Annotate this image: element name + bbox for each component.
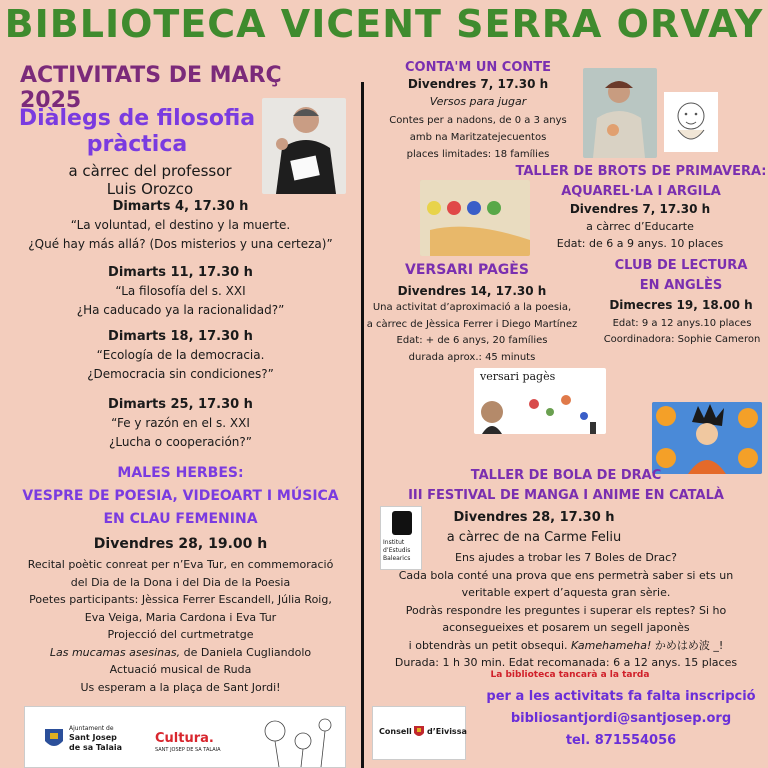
versari-title: VERSARI PAGÈS (405, 262, 529, 278)
brots-date: Divendres 7, 17.30 h (569, 202, 711, 216)
session-line: “La voluntad, el destino y la muerte. (70, 218, 291, 232)
session-line: ¿Ha caducado ya la racionalidad?” (76, 303, 285, 317)
sponsor-logos (24, 706, 346, 768)
club-title-1: CLUB DE LECTURA (614, 258, 748, 273)
session-line: “Fe y razón en el s. XXI (111, 416, 250, 430)
registration-note: per a les activitats fa falta inscripció (486, 689, 756, 704)
males-line: Us esperam a la plaça de Sant Jordi! (80, 680, 281, 694)
males-line: Poetes participants: Jèssica Ferrer Escandell, Júlia Roig, (29, 593, 332, 606)
registration-footer (476, 686, 766, 752)
brots-title-2: AQUAREL·LA I ARGILA (561, 184, 721, 199)
males-herbes-heading (0, 462, 361, 531)
drac-duration: Durada: 1 h 30 min. Edat recomanada: 6 a 12 anys. 15 places (394, 656, 738, 669)
drac-line-6-c: かめはめ波 _! (651, 638, 724, 652)
ajuntament-small-label: Ajuntament de (69, 725, 114, 732)
dandelion-illustration-icon (255, 711, 341, 767)
ajuntament-label-2: de sa Talaia (69, 743, 122, 752)
dragon-ball-image (652, 402, 762, 474)
drac-line: Podràs respondre les preguntes i superar els reptes? Si ho (405, 603, 727, 617)
versari-line: durada aprox.: 45 minuts (408, 351, 536, 363)
drac-title-2: III FESTIVAL DE MANGA I ANIME EN CATALÀ (408, 488, 724, 503)
watercolor-photo (420, 180, 530, 256)
film-director: de Daniela Cugliandolo (180, 645, 312, 659)
session-line: “Ecología de la democracia. (96, 348, 265, 362)
males-heading-1: MALES HERBES: (117, 465, 244, 481)
page-subtitle: ACTIVITATS DE MARÇ 2025 (20, 63, 282, 113)
club-date: Dimecres 19, 18.00 h (609, 298, 753, 312)
males-line: del Dia de la Dona i del Dia de la Poesia (70, 575, 291, 589)
brots-title (514, 162, 768, 202)
club-body (596, 316, 768, 348)
males-line: Projecció del curtmetratge (107, 628, 254, 641)
males-heading-3: EN CLAU FEMENINA (103, 511, 258, 527)
club-line: Edat: 9 a 12 anys.10 places (612, 318, 752, 329)
versari-line: a càrrec de Jèssica Ferrer i Diego Martínez (366, 318, 578, 330)
dialegs-speaker-line1: a càrrec del professor (68, 162, 232, 180)
males-line: Recital poètic conreat per n’Eva Tur, en commemoració (27, 558, 334, 571)
drac-line: Cada bola conté una prova que ens permetrà saber si ets un (398, 568, 734, 582)
session-line: ¿Democracia sin condiciones?” (87, 367, 274, 381)
page-title: BIBLIOTECA VICENT SERRA ORVAY (4, 2, 764, 46)
males-line: Actuació musical de Ruda (109, 663, 252, 676)
drac-line-6 (364, 637, 768, 655)
males-heading-2: VESPRE DE POESIA, VIDEOART I MÚSICA (22, 488, 339, 504)
professor-photo (262, 98, 346, 194)
dialegs-speaker (40, 162, 260, 198)
iee-logo-text: Balearics (383, 555, 411, 562)
males-body (0, 556, 361, 696)
versari-line: Una activitat d’aproximació a la poesia, (372, 302, 572, 313)
closing-notice: La biblioteca tancarà a la tarda (490, 670, 650, 680)
drac-line: Ens ajudes a trobar les 7 Boles de Drac? (455, 551, 677, 564)
iee-logo-text: Institut (383, 539, 405, 546)
club-title-2: EN ANGLÈS (639, 278, 723, 293)
session-date: Dimarts 25, 17.30 h (108, 397, 253, 412)
versari-image (474, 368, 606, 434)
versari-body (352, 300, 592, 366)
session-line: ¿Lucha o cooperación?” (108, 435, 252, 449)
dialegs-title-line1: Diàlegs de filosofia (18, 106, 256, 131)
consell-label: Consell (379, 727, 412, 736)
consell-logo (372, 706, 466, 760)
session-line: “La filosofía del s. XXI (115, 284, 246, 298)
drac-title-1: TALLER DE BOLA DE DRAC (470, 468, 662, 483)
baby-illustration (664, 92, 718, 152)
brots-title-1: TALLER DE BROTS DE PRIMAVERA: (515, 164, 767, 179)
drac-body (364, 549, 768, 672)
conte-title: CONTA'M UN CONTE (404, 60, 551, 75)
drac-date: Divendres 28, 17.30 h (453, 510, 615, 525)
ajuntament-crest-icon (43, 727, 65, 751)
registration-email[interactable]: bibliosantjordi@santjosep.org (510, 711, 732, 726)
conte-body (372, 112, 584, 163)
dialegs-title-line2: pràctica (86, 132, 188, 157)
club-line: Coordinadora: Sophie Cameron (603, 334, 761, 345)
brots-by: a càrrec d’Educarte (586, 220, 694, 233)
session-line: ¿Qué hay más allá? (Dos misterios y una certeza)” (28, 237, 333, 251)
cultura-logo-text: Cultura. (155, 731, 214, 746)
males-line: Eva Veiga, Maria Cardona i Eva Tur (84, 610, 277, 624)
cultura-logo-sub: SANT JOSEP DE SA TALAIA (155, 747, 221, 753)
film-title: Las mucamas asesinas, (49, 645, 181, 659)
ajuntament-label: Sant Josep (69, 733, 117, 742)
session-date: Dimarts 4, 17.30 h (112, 199, 249, 214)
storyteller-photo (583, 68, 657, 158)
drac-line: veritable expert d’aquesta gran sèrie. (461, 586, 671, 599)
kamehameha-text: Kamehameha! (571, 638, 652, 652)
versari-image-text: versari pagès (480, 370, 556, 383)
brots-edat: Edat: de 6 a 9 anys. 10 places (556, 237, 724, 250)
males-date: Divendres 28, 19.00 h (93, 536, 268, 552)
session-date: Dimarts 18, 17.30 h (108, 329, 253, 344)
conte-line: Contes per a nadons, de 0 a 3 anys (389, 115, 567, 126)
session-date: Dimarts 11, 17.30 h (108, 265, 253, 280)
consell-crest-icon (413, 725, 425, 739)
eivissa-label: d’Eivissa (427, 727, 467, 736)
conte-line: places limitades: 18 famílies (406, 149, 550, 160)
registration-phone[interactable]: tel. 871554056 (565, 733, 677, 748)
drac-title (364, 466, 768, 506)
club-title (596, 256, 766, 296)
drac-by: a càrrec de na Carme Feliu (446, 530, 622, 545)
dialegs-speaker-line2: Luis Orozco (106, 180, 194, 198)
drac-line-6-a: i obtendràs un petit obsequi. (408, 638, 572, 652)
conte-subtitle: Versos para jugar (429, 95, 527, 108)
conte-date: Divendres 7, 17.30 h (407, 77, 549, 91)
iee-logo-icon (392, 511, 412, 535)
drac-line: aconsegueixes et posarem un segell japonès (442, 621, 690, 634)
iee-logo-text: d’Estudis (383, 547, 411, 554)
versari-date: Divendres 14, 17.30 h (397, 284, 547, 298)
versari-line: Edat: + de 6 anys, 20 famílies (396, 335, 548, 346)
males-film-line (0, 644, 361, 662)
dialegs-title (12, 106, 262, 158)
conte-line: amb na Maritzatejecuentos (409, 132, 547, 143)
